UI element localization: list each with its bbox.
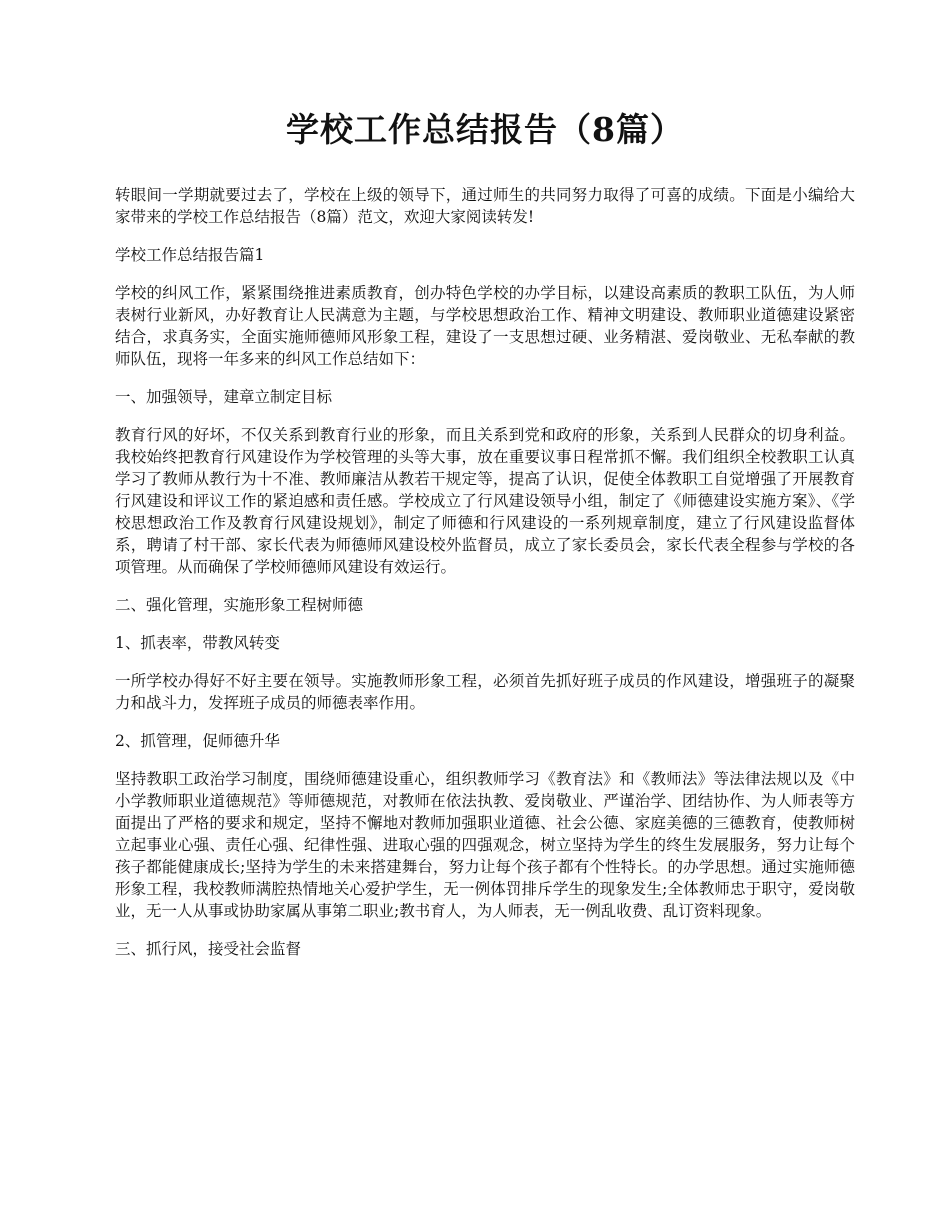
intro-paragraph: 转眼间一学期就要过去了，学校在上级的领导下，通过师生的共同努力取得了可喜的成绩。下面是小编给大家带来的学校工作总结报告（8篇）范文，欢迎大家阅读转发! [115, 186, 855, 226]
section-heading: 二、强化管理，实施形象工程树师德 [115, 596, 364, 614]
document-page [115, 110, 855, 976]
paragraph: 教育行风的好坏，不仅关系到教育行业的形象，而且关系到党和政府的形象，关系到人民群众的切身利益。我校始终把教育行风建设作为学校管理的头等大事，放在重要议事日程常抓不懈。我们组织全校教职工认真学习了教师从教行为十不准、教师廉洁从教若干规定等，提高了认识，促使全体教职工自觉增强了开展教育行风建设和评议工作的紧迫感和责任感。学校成立了行风建设领导小组，制定了《师德建设实施方案》、《学校思想政治工作及教育行风建设规划》，制定了师德和行风建设的一系列规章制度，建立了行风建设监督体系，聘请了村干部、家长代表为师德师风建设校外监督员，成立了家长委员会，家长代表全程参与学校的各项管理。从而确保了学校师德师风建设有效运行。 [115, 426, 855, 576]
paragraph: 坚持教职工政治学习制度，围绕师德建设重心，组织教师学习《教育法》和《教师法》等法律法规以及《中小学教师职业道德规范》等师德规范，对教师在依法执教、爱岗敬业、严谨治学、团结协作、为人师表等方面提出了严格的要求和规定，坚持不懈地对教师加强职业道德、社会公德、家庭美德的三德教育，使教师树立起事业心强、责任心强、纪律性强、进取心强的四强观念，树立坚持为学生的终生发展服务，努力让每个孩子都能健康成长;坚持为学生的未来搭建舞台，努力让每个孩子都有个性特长。的办学思想。通过实施师德形象工程，我校教师满腔热情地关心爱护学生，无一例体罚排斥学生的现象发生;全体教师忠于职守，爱岗敬业，无一人从事或协助家属从事第二职业;教书育人，为人师表，无一例乱收费、乱订资料现象。 [115, 770, 855, 920]
section-heading: 一、加强领导，建章立制定目标 [115, 388, 333, 406]
paragraph: 一所学校办得好不好主要在领导。实施教师形象工程，必须首先抓好班子成员的作风建设，增强班子的凝聚力和战斗力，发挥班子成员的师德表率作用。 [115, 672, 855, 712]
document-title: 学校工作总结报告（8篇） [286, 110, 684, 149]
subsection-heading: 1、抓表率，带教风转变 [115, 634, 280, 652]
paragraph: 学校的纠风工作，紧紧围绕推进素质教育，创办特色学校的办学目标，以建设高素质的教职工队伍，为人师表树行业新风，办好教育让人民满意为主题，与学校思想政治工作、精神文明建设、教师职业道德建设紧密结合，求真务实，全面实施师德师风形象工程，建设了一支思想过硬、业务精湛、爱岗敬业、无私奉献的教师队伍，现将一年多来的纠风工作总结如下： [115, 284, 855, 368]
subsection-heading: 2、抓管理，促师德升华 [115, 732, 280, 750]
section-heading: 三、抓行风，接受社会监督 [115, 940, 302, 958]
section-title: 学校工作总结报告篇1 [115, 246, 265, 264]
